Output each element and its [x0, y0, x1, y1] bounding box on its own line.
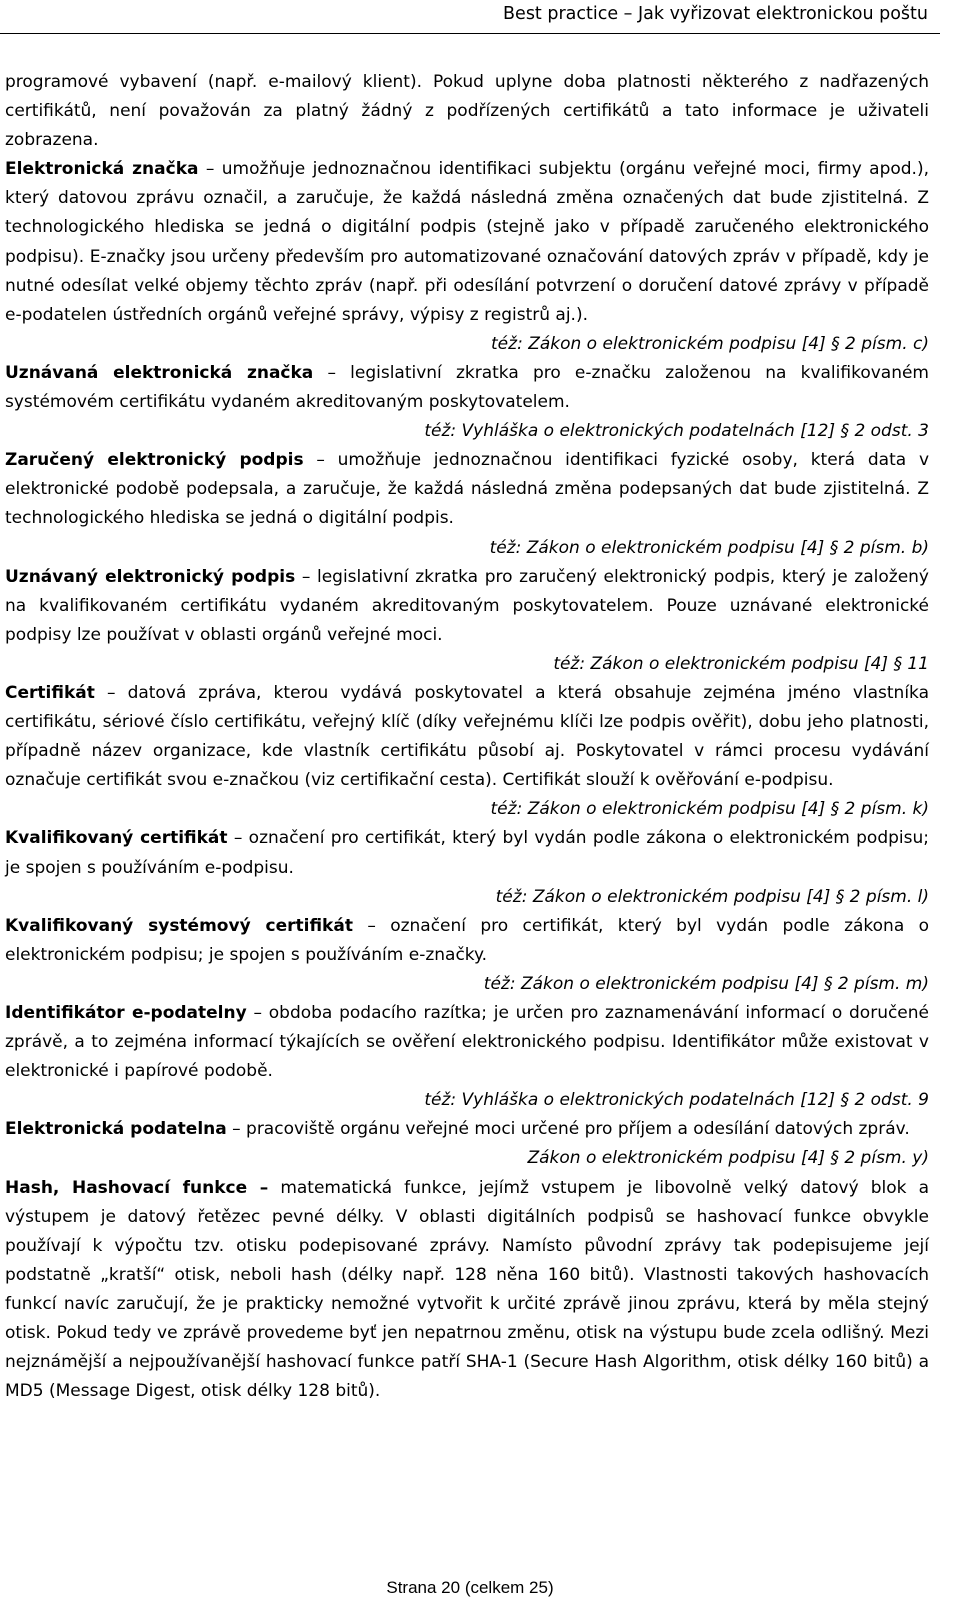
definition-body: obdoba podacího razítka; je určen pro zaznamenávání informací o doručené zprávě, a to zejména informací týkajících se ověření elektronického podpisu. Identifikátor může existovat v elektronické i papírové podobě. — [5, 1003, 930, 1082]
legal-reference: též: Zákon o elektronickém podpisu [4] § 2 písm. m) — [483, 973, 929, 994]
definition-body: označení pro certifikát, který byl vydán podle zákona o elektronickém podpisu; je spojen s používáním e-značky. — [5, 915, 929, 965]
definition-body: umožňuje jednoznačnou identifikaci fyzické osoby, která data v elektronické podobě podepsala, a zaručuje, že každá následná změna podepsaných dat bude zjistitelná. Z technologického hlediska se jedná o digitální podpis. — [5, 450, 929, 529]
definition-dash: – — [295, 566, 317, 587]
legal-reference: též: Zákon o elektronickém podpisu [4] § 2 písm. l) — [495, 886, 929, 907]
definition-term: Uznávaný elektronický podpis — [5, 566, 296, 587]
legal-reference: též: Zákon o elektronickém podpisu [4] § 11 — [553, 653, 929, 674]
definition-body: označení pro certifikát, který byl vydán podle zákona o elektronickém podpisu; je spojen s používáním e-podpisu. — [5, 828, 929, 878]
definition-paragraph — [5, 1174, 929, 1407]
definition-item — [5, 446, 929, 562]
definition-dash: – — [198, 159, 222, 180]
definition-item — [5, 912, 929, 999]
definition-item — [5, 155, 929, 359]
definitions-list — [5, 155, 929, 1406]
running-header: Best practice – Jak vyřizovat elektronickou poštu — [503, 4, 928, 24]
definition-term: Uznávaná elektronická značka — [5, 362, 314, 383]
definition-paragraph — [5, 824, 929, 882]
definition-item — [5, 1115, 929, 1173]
definition-body: legislativní zkratka pro e-značku založenou na kvalifikovaném systémovém certifikátu vydaném akreditovaným poskytovatelem. — [5, 362, 929, 413]
definition-paragraph — [5, 912, 929, 970]
definition-paragraph — [5, 1115, 929, 1144]
definition-body: datová zpráva, kterou vydává poskytovatel a která obsahuje zejména jméno vlastníka certifikátu, sériové číslo certifikátu, veřejný klíč (díky veřejnému klíči lze podpis ověřit), dobu jeho platnosti, případně název organizace, kde vlastník certifikátu působí aj. Poskytovatel v rámci procesu vydávání označuje certifikát svou e-značkou (viz certifikační cesta). Certifikát slouží k ověřování e-podpisu. — [5, 682, 930, 791]
legal-reference: též: Zákon o elektronickém podpisu [4] § 2 písm. k) — [490, 799, 929, 820]
definition-dash: – — [246, 1003, 269, 1023]
legal-reference: též: Vyhláška o elektronických podatelnách [12] § 2 odst. 9 — [424, 1090, 929, 1111]
header-rule — [0, 33, 940, 34]
definition-term: Elektronická značka — [5, 159, 199, 180]
legal-reference: též: Vyhláška o elektronických podatelnách [12] § 2 odst. 3 — [424, 421, 929, 442]
definition-term: Zaručený elektronický podpis — [5, 450, 304, 471]
definition-item — [5, 1174, 929, 1407]
definition-paragraph — [5, 359, 929, 417]
definition-term: Hash, Hashovací funkce – — [5, 1177, 269, 1198]
definition-body: legislativní zkratka pro zaručený elektronický podpis, který je založený na kvalifikovaném certifikátu vydaném akreditovaným poskytovatelem. Pouze uznávané elektronické podpisy lze používat v oblasti orgánů veřejné moci. — [5, 566, 929, 645]
definition-item — [5, 999, 929, 1115]
definition-term: Kvalifikovaný certifikát — [5, 828, 228, 849]
legal-reference: Zákon o elektronickém podpisu [4] § 2 písm. y) — [527, 1148, 929, 1169]
definition-dash: – — [226, 1119, 247, 1140]
definition-term: Certifikát — [5, 682, 95, 703]
definition-term: Kvalifikovaný systémový certifikát — [5, 915, 353, 936]
definition-dash: – — [303, 450, 338, 471]
legal-reference: též: Zákon o elektronickém podpisu [4] § 2 písm. b) — [489, 537, 929, 558]
definition-paragraph — [5, 155, 929, 330]
definition-dash: – — [227, 828, 249, 849]
intro-paragraph: programové vybavení (např. e-mailový klient). Pokud uplyne doba platnosti některého z nadřazených certifikátů, není považován za platný žádný z podřízených certifikátů a tato informace je uživateli zobrazena. — [5, 72, 929, 151]
definition-item — [5, 824, 929, 911]
definition-item — [5, 679, 929, 824]
definition-dash: – — [94, 682, 128, 703]
definition-term: Identifikátor e-podatelny — [5, 1003, 247, 1023]
definition-dash: – — [313, 362, 351, 383]
definition-term: Elektronická podatelna — [5, 1119, 227, 1140]
definition-paragraph — [5, 999, 929, 1086]
definition-paragraph — [5, 679, 929, 795]
definition-dash: – — [352, 915, 391, 936]
definition-body: umožňuje jednoznačnou identifikaci subjektu (orgánu veřejné moci, firmy apod.), který datovou zprávu označil, a zaručuje, že každá následná změna označených dat bude zjistitelná. Z technologického hlediska se jedná o digitální podpis (stejně jako v případě zaručeného elektronického podpisu). E-značky jsou určeny především pro automatizované označování datových zpráv v případě, kdy je nutné odesílat velké objemy těchto zpráv (např. při odesílání potvrzení o doručení datové zprávy v případě e-podatelen ústředních orgánů veřejné správy, výpisy z registrů aj.). — [5, 159, 929, 325]
definition-item — [5, 563, 929, 679]
page-footer: Strana 20 (celkem 25) — [386, 1578, 554, 1597]
definition-body: pracoviště orgánu veřejné moci určené pro příjem a odesílání datových zpráv. — [246, 1119, 910, 1140]
definition-body: matematická funkce, jejímž vstupem je libovolně velký datový blok a výstupem je datový řetězec pevné délky. V oblasti digitálních podpisů se hashovací funkce obvykle používají k výpočtu tzv. otisku podepisované zprávy. Namísto původní zprávy tak podepisujeme její podstatně „kratší“ otisk, neboli hash (délky např. 128 něna 160 bitů). Vlastnosti takových hashovacích funkcí navíc zaručují, že je prakticky nemožné vytvořit k určité zprávě jinou zprávu, která by měla stejný otisk. Pokud tedy ve zprávě provedeme byť jen nepatrnou změnu, otisk na výstupu bude zcela odlišný. Mezi nejznámější a nejpoužívanější hashovací funkce patří SHA-1 (Secure Hash Algorithm, otisk délky 160 bitů) a MD5 (Message Digest, otisk délky 128 bitů). — [5, 1177, 929, 1402]
document-body — [5, 68, 929, 1406]
legal-reference: též: Zákon o elektronickém podpisu [4] § 2 písm. c) — [491, 333, 929, 354]
definition-item — [5, 359, 929, 446]
definition-dash — [268, 1178, 280, 1198]
definition-paragraph — [5, 446, 929, 533]
definition-paragraph — [5, 563, 929, 650]
